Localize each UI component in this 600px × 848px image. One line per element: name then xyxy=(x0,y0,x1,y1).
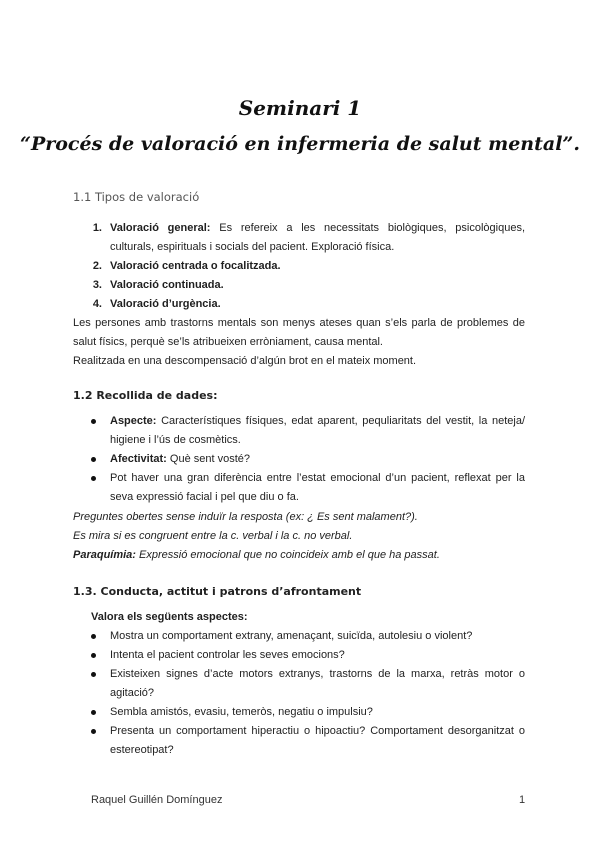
list-item-valoracio-urgencia: Valoració d’urgència. xyxy=(110,298,221,310)
page-number: 1 xyxy=(519,794,526,806)
bullet-text: Què sent vosté? xyxy=(169,453,251,465)
page-subtitle: “Procés de valoració en infermeria de salut mental”. xyxy=(20,133,580,155)
bullet-text-cont: agitació? xyxy=(110,687,155,699)
paragraph-line: Les persones amb trastorns mentals son menys ateses quan s’els parla de problemes de xyxy=(73,317,525,329)
list-item-text-cont: culturals, espirituals i socials del pacient. Exploració física. xyxy=(110,241,395,253)
bullet-dot xyxy=(91,729,96,734)
bullet-label: Aspecte: xyxy=(110,415,157,427)
section-heading-recollida: 1.2 Recollida de dades: xyxy=(73,389,218,402)
bullet-item: Sembla amistós, evasiu, temeròs, negatiu o impulsiu? xyxy=(110,706,373,718)
bullet-text-cont: higiene i l’ús de cosmètics. xyxy=(110,434,241,446)
paragraph-line: Realitzada en una descompensació d’algún brot en el mateix moment. xyxy=(73,355,417,367)
bullet-dot xyxy=(91,710,96,715)
bullet-text-cont: seva expressió facial i pel que diu o fa. xyxy=(110,491,299,503)
section-subheading: Valora els següents aspectes: xyxy=(91,611,248,623)
bullet-text: Característiques físiques, edat aparent, pequliaritats del vestit, la neteja/ xyxy=(161,415,525,427)
bullet-dot xyxy=(91,419,96,424)
list-item-valoracio-centrada: Valoració centrada o focalitzada. xyxy=(110,260,281,272)
list-item-valoracio-general xyxy=(110,221,525,235)
section-heading-tipos: 1.1 Tipos de valoració xyxy=(73,190,200,204)
bullet-text-cont: estereotipat? xyxy=(110,744,174,756)
list-item-valoracio-continuada: Valoració continuada. xyxy=(110,279,224,291)
bullet-item: Existeixen signes d’acte motors extranys, trastorns de la marxa, retràs motor o xyxy=(110,668,525,680)
bullet-item: Presenta un comportament hiperactiu o hipoactiu? Comportament desorganitzat o xyxy=(110,725,525,737)
bullet-item-afectivitat xyxy=(110,452,250,466)
list-item-label: Valoració general: xyxy=(110,222,211,234)
bullet-dot xyxy=(91,653,96,658)
paraquimia-definition xyxy=(73,548,440,562)
list-number: 1. xyxy=(92,222,102,234)
bullet-dot xyxy=(91,457,96,462)
paraquimia-text: Expressió emocional que no coincideix amb el que ha passat. xyxy=(139,549,440,561)
bullet-dot xyxy=(91,476,96,481)
page-title: Seminari 1 xyxy=(238,96,362,120)
bullet-dot xyxy=(91,634,96,639)
list-item-text: Es refereix a les necessitats biològiques, psicològiques, xyxy=(219,222,526,234)
section-heading-conducta: 1.3. Conducta, actitut i patrons d’afrontament xyxy=(73,585,362,598)
bullet-dot xyxy=(91,672,96,677)
list-number: 2. xyxy=(92,260,102,272)
list-number: 3. xyxy=(92,279,102,291)
italic-note: Es mira si es congruent entre la c. verbal i la c. no verbal. xyxy=(73,530,353,542)
list-number: 4. xyxy=(92,298,102,310)
paragraph-line: salut físics, perquè se’ls atribueixen erròniament, causa mental. xyxy=(73,336,383,348)
bullet-item-aspecte xyxy=(110,414,525,428)
paraquimia-label: Paraquímia: xyxy=(73,549,136,561)
footer-author: Raquel Guillén Domínguez xyxy=(91,794,223,806)
bullet-item: Mostra un comportament extrany, amenaçant, suicïda, autolesiu o violent? xyxy=(110,630,473,642)
bullet-label: Afectivitat: xyxy=(110,453,167,465)
bullet-item-diferencia: Pot haver una gran diferència entre l’estat emocional d’un pacient, reflexat per la xyxy=(110,472,525,484)
bullet-item: Intenta el pacient controlar les seves emocions? xyxy=(110,649,345,661)
italic-note: Preguntes obertes sense induïr la resposta (ex: ¿ Es sent malament?). xyxy=(73,511,418,523)
